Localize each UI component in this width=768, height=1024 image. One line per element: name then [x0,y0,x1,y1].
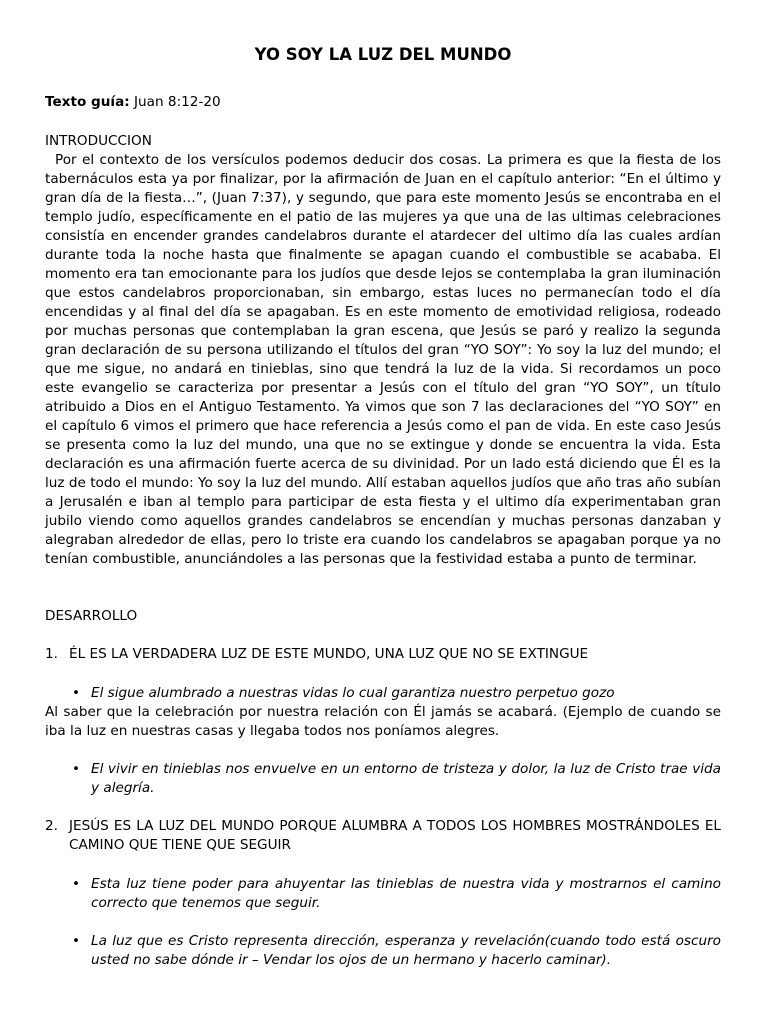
bullet-text: Esta luz tiene poder para ahuyentar las tinieblas de nuestra vida y mostrarnos el camino correcto que tenemos que seguir. [91,876,721,911]
section-2-number: 2. [45,818,58,834]
bullet-dot-icon: • [72,761,81,777]
section-2-heading [45,817,721,855]
bullet-text: La luz que es Cristo representa dirección, esperanza y revelación(cuando todo está oscuro usted no sabe dónde ir – Vendar los ojos de un hermano y hacerlo caminar). [91,933,721,968]
intro-paragraph: Por el contexto de los versículos podemos deducir dos cosas. La primera es que la fiesta de los tabernáculos esta ya por finalizar, por la afirmación de Juan en el capítulo anterior: “En el último y gran día de la fiesta…”, (Juan 7:37), y segundo, que para este momento Jesús se encontraba en el templo judío, específicamente en el patio de las mujeres ya que una de las ultimas celebraciones consistía en encender grandes candelabros durante el atardecer del ultimo día las cuales ardían durante toda la noche hasta que finalmente se apagan cuando el combustible se acababa. El momento era tan emocionante para los judíos que desde lejos se contemplaba la gran iluminación que estos candelabros proporcionaban, sin embargo, estas luces no permanecían todo el día encendidas y al final del día se apagaban. Es en este momento de emotividad religiosa, rodeado por muchas personas que contemplaban la gran escena, que Jesús se paró y realizo la segunda gran declaración de su persona utilizando el títulos del gran “YO SOY”: Yo soy la luz del mundo; el que me sigue, no andará en tinieblas, sino que tendrá la luz de la vida. Si recordamos un poco este evangelio se caracteriza por presentar a Jesús con el título del gran “YO SOY”, un título atribuido a Dios en el Antiguo Testamento. Ya vimos que son 7 las declaraciones del “YO SOY” en el capítulo 6 vimos el primero que hace referencia a Jesús como el pan de vida. En este caso Jesús se presenta como la luz del mundo, una que no se extingue y donde se encuentra la vida. Esta declaración es una afirmación fuerte acerca de su divinidad. Por un lado está diciendo que Él es la luz de todo el mundo: Yo soy la luz del mundo. Allí estaban aquellos judíos que año tras año subían a Jerusalén e iban al templo para participar de esta fiesta y el ultimo día experimentaban gran jubilo viendo como aquellos grandes candelabros se encendían y muchas personas danzaban y alegraban alrededor de ellas, pero lo triste era cuando los candelabros se apagaban porque ya no tenían combustible, anunciándoles a las personas que la festividad estaba a punto de terminar. [45,152,721,567]
section-1-bullet-1 [69,684,721,703]
section-2-title: JESÚS ES LA LUZ DEL MUNDO PORQUE ALUMBRA A TODOS LOS HOMBRES MOSTRÁNDOLES EL CAMINO QUE TIENE QUE SEGUIR [69,818,721,853]
bullet-dot-icon: • [72,876,81,892]
bullet-text: El vivir en tinieblas nos envuelve en un entorno de tristeza y dolor, la luz de Cristo trae vida y alegría. [91,761,721,796]
section-2-bullet-1 [69,875,721,913]
section-1-number: 1. [45,646,58,662]
bullet-dot-icon: • [72,685,81,701]
bullet-text: El sigue alumbrado a nuestras vidas lo cual garantiza nuestro perpetuo gozo [91,685,615,701]
guide-text [45,93,221,112]
intro-heading: INTRODUCCION [45,133,152,149]
guide-label: Texto guía: [45,94,130,110]
section-1-heading [45,645,721,664]
bullet-dot-icon: • [72,933,81,949]
development-heading: DESARROLLO [45,608,138,624]
section-1-note: Al saber que la celebración por nuestra relación con Él jamás se acabará. (Ejemplo de cuando se iba la luz en nuestras casas y llegaba todos nos poníamos alegres. [45,704,721,739]
document-title: YO SOY LA LUZ DEL MUNDO [254,45,512,64]
section-2-bullet-2 [69,932,721,970]
guide-reference: Juan 8:12-20 [134,94,221,110]
section-1-bullet-2 [69,760,721,798]
section-1-title: ÉL ES LA VERDADERA LUZ DE ESTE MUNDO, UNA LUZ QUE NO SE EXTINGUE [69,646,589,662]
